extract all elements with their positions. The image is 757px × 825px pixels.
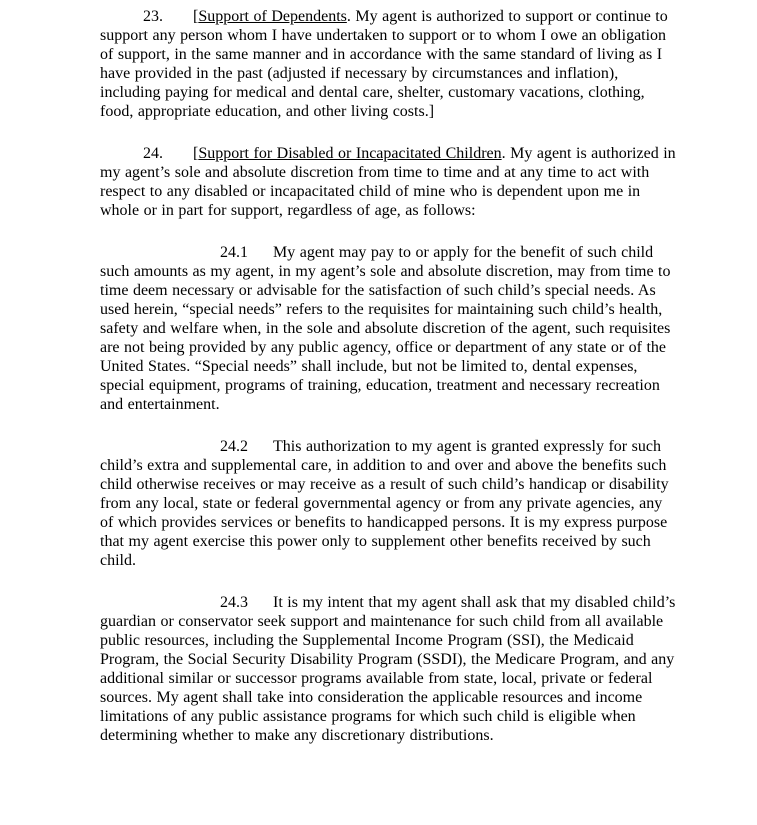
bracket-open: [ <box>193 8 199 25</box>
paragraph-text: This authorization to my agent is granted expressly for such child’s extra and supplemental care, in addition to and over and above the benefits such child otherwise receives or may receive as a result of such child’s handicap or disability from any local, state or federal governmental agency or from any private agencies, any of which provides services or benefits to handicapped persons. It is my express purpose that my agent exercise this power only to supplement other benefits received by such child. <box>100 438 669 569</box>
paragraph-24-3 <box>100 593 676 745</box>
paragraph-text: My agent may pay to or apply for the benefit of such child such amounts as my agent, in my agent’s sole and absolute discretion, may from time to time deem necessary or advisable for the satisfaction of such child’s special needs. As used herein, “special needs” refers to the requisites for maintaining such child’s health, safety and welfare when, in the sole and absolute discretion of the agent, such requisites are not being provided by any public agency, office or department of any state or of the United States. “Special needs” shall include, but not be limited to, dental expenses, special equipment, programs of training, education, treatment and necessary recreation and entertainment. <box>100 244 671 413</box>
section-heading-support-for-disabled-children: Support for Disabled or Incapacitated Children <box>198 145 502 162</box>
paragraph-number: 24.1 <box>220 244 248 261</box>
paragraph-24-1 <box>100 243 676 414</box>
paragraph-text: . My agent is authorized to support or continue to support any person whom I have undertaken to support or to whom I owe an obligation of support, in the same manner and in accordance with the same standard of living as I have provided in the past (adjusted if necessary by circumstances and inflation), including paying for medical and dental care, shelter, customary vacations, clothing, food, appropriate education, and other living costs.] <box>100 8 668 120</box>
paragraph-number: 24.2 <box>220 438 248 455</box>
paragraph-24 <box>100 144 676 220</box>
paragraph-text: . My agent is authorized in my agent’s sole and absolute discretion from time to time and at any time to act with respect to any disabled or incapacitated child of mine who is dependent upon me in whole or in part for support, regardless of age, as follows: <box>100 145 676 219</box>
paragraph-number: 23. <box>143 8 163 25</box>
section-heading-support-of-dependents: Support of Dependents <box>198 8 347 25</box>
paragraph-number: 24.3 <box>220 594 248 611</box>
paragraph-text: It is my intent that my agent shall ask that my disabled child’s guardian or conservator seek support and maintenance for such child from all available public resources, including the Supplemental Income Program (SSI), the Medicaid Program, the Social Security Disability Program (SSDI), the Medicare Program, and any additional similar or successor programs available from state, local, private or federal sources. My agent shall take into consideration the applicable resources and income limitations of any public assistance programs for which such child is eligible when determining whether to make any discretionary distributions. <box>100 594 676 744</box>
paragraph-24-2 <box>100 437 676 570</box>
paragraph-number: 24. <box>143 145 163 162</box>
paragraph-23 <box>100 7 676 121</box>
bracket-open: [ <box>193 145 199 162</box>
